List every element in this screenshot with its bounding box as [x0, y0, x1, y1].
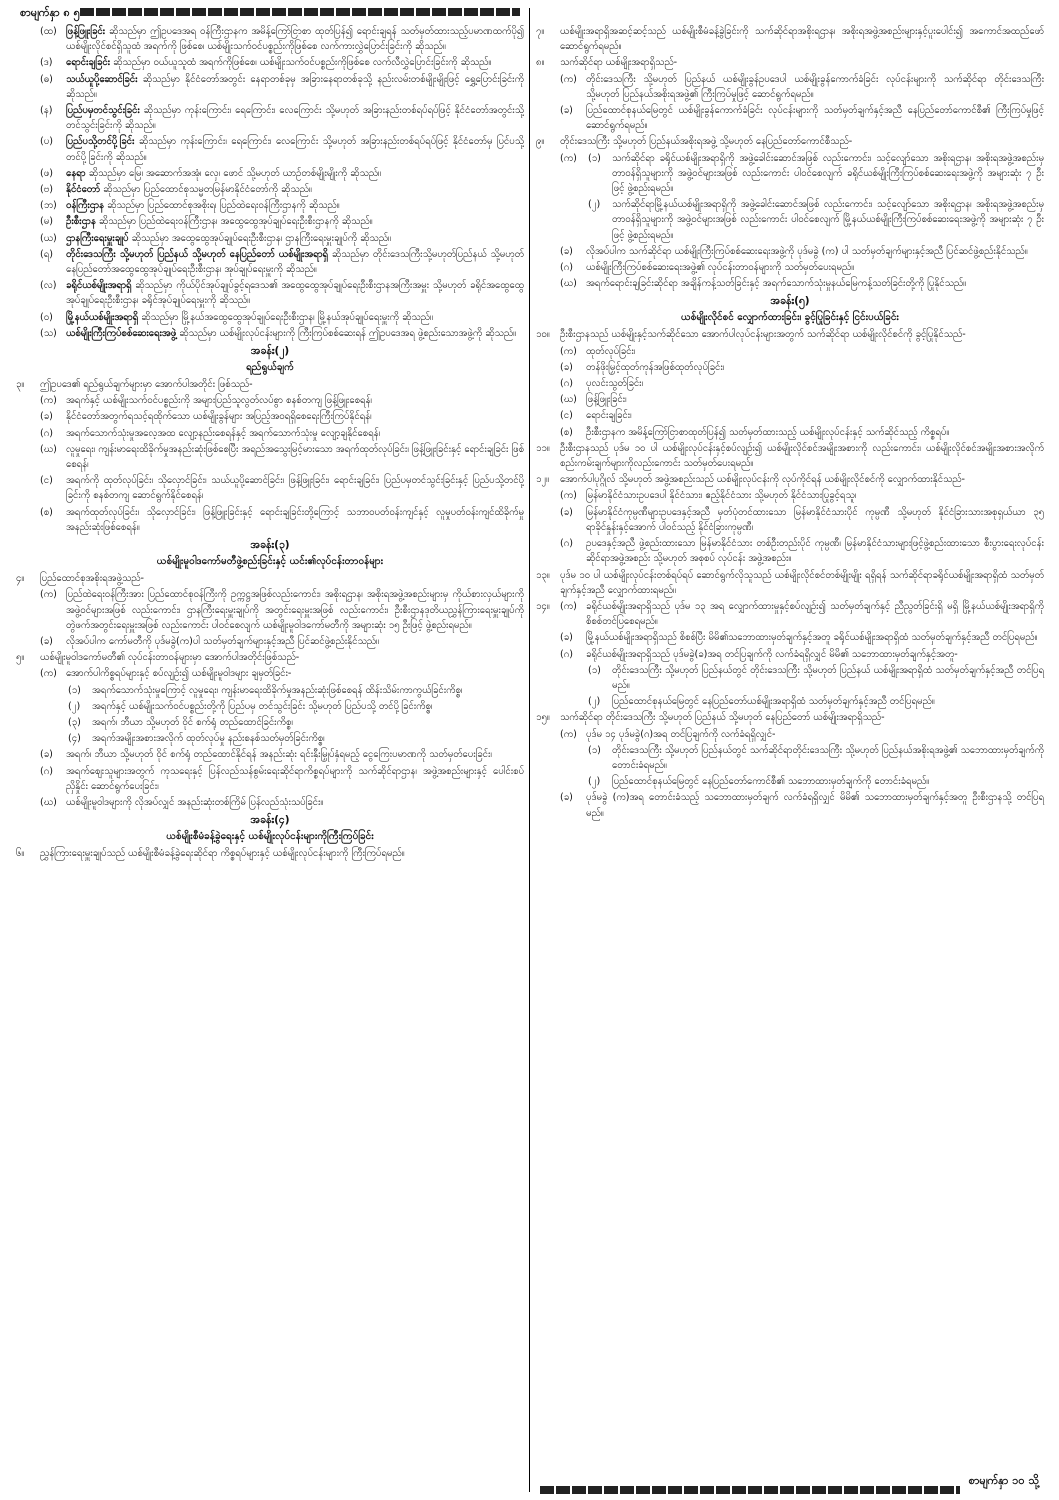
section-9-item — [536, 276, 1044, 291]
clause-number: (ခ) — [40, 749, 53, 761]
definition-item — [16, 198, 524, 213]
clause-number: (ခ) — [560, 105, 573, 117]
section-15-item — [536, 790, 1044, 820]
section-14-item — [536, 599, 1044, 629]
top-rule-left — [80, 8, 520, 16]
clause-text: နိုင်ငံတော် ဆိုသည်မှာ ပြည်ထောင်စုသမ္မတမြန်မာနိုင်ငံတော်ကို ဆိုသည်။ — [66, 184, 312, 196]
clause-number: (ခ) — [40, 411, 53, 423]
clause-text: ဖြန့်ဖြူးခြင်း၊ — [586, 394, 627, 406]
clause-number: (ခ) — [560, 792, 573, 804]
clause-number: (၄) — [68, 733, 81, 745]
clause-text: သက်ဆိုင်ရာ တိုင်းဒေသကြီး သို့မဟုတ် ပြည်နယ် သို့မဟုတ် နေပြည်တော် ယစ်မျိုးအရာရှိသည်- — [560, 712, 885, 724]
section-15 — [536, 710, 1044, 725]
clause-text: နေရာ ဆိုသည်မှာ မြေ၊ အဆောက်အအုံ၊ လှေ၊ ဖောင် သို့မဟုတ် ယာဉ်တစ်မျိုးမျိုးကို ဆိုသည်။ — [66, 167, 381, 179]
clause-number: (က) — [40, 395, 57, 407]
bottom-rule-right — [540, 1486, 960, 1494]
clause-text: ညွှန်ကြားရေးမှူးချုပ်သည် ယစ်မျိုးစီမံခန့်ခွဲရေးဆိုင်ရာ ကိစ္စရပ်များနှင့် ယစ်မျိုးလုပ်ငန်းများကို ကြီးကြပ်ရမည်။ — [40, 848, 405, 860]
clause-text: ဥပဒေနှင့်အညီ ဖွဲ့စည်းထားသော မြန်မာနိုင်ငံသား တစ်ဦးတည်းပိုင် ကုမ္ပဏီ၊ မြန်မာနိုင်ငံသားများဖြင့်ဖွဲ့စည်းထားသော စီးပွားရေးလုပ်ငန်းဆိုင်ရာအဖွဲ့အစည်း သို့မဟုတ် အစုစပ် လုပ်ငန်း အဖွဲ့အစည်း။ — [586, 538, 1044, 565]
section-12-item — [536, 536, 1044, 566]
clause-text: ပုဒ်မ ၁၀ ပါ ယစ်မျိုးလုပ်ငန်းတစ်ရပ်ရပ် ဆောင်ရွက်လိုသူသည် ယစ်မျိုးလိုင်စင်တစ်မျိုးမျိုး ရရှိရန် သက်ဆိုင်ရာခရိုင်ယစ်မျိုးအရာရှိထံ သတ်မှတ်ချက်နှင့်အညီ လျှောက်ထားရမည်။ — [560, 569, 1044, 596]
objective-item — [16, 442, 524, 472]
clause-number: (ခ) — [560, 506, 573, 518]
section-5 — [16, 650, 524, 665]
section-12 — [536, 472, 1044, 487]
defined-term: တိုင်းဒေသကြီး သို့မဟုတ် ပြည်နယ် သို့မဟုတ် နေပြည်တော် ယစ်မျိုးအရာရှိ — [66, 248, 329, 260]
section-15-subitem — [536, 774, 1044, 789]
definition-item — [16, 72, 524, 102]
definition-item — [16, 214, 524, 229]
clause-text: ယစ်မျိုးမူဝါဒကော်မတီ၏ လုပ်ငန်းတာဝန်များမှာ အောက်ပါအတိုင်းဖြစ်သည်- — [40, 652, 300, 664]
clause-number: (ဃ) — [40, 796, 57, 808]
clause-number: (က) — [40, 668, 57, 680]
clause-number: (ဃ) — [40, 443, 57, 455]
clause-text: အောက်ပါကိစ္စရပ်များနှင့် စပ်လျဉ်း၍ ယစ်မျိုးမူဝါဒများ ချမှတ်ခြင်း- — [66, 668, 292, 680]
defined-term: ဌာနကြီးရေးမှူးချုပ် — [66, 232, 129, 244]
section-5-item — [16, 747, 524, 762]
clause-text: လိုအပ်ပါက သက်ဆိုင်ရာ ယစ်မျိုးကြီးကြပ်စစ်ဆေးရေးအဖွဲ့ကို ပုဒ်မခွဲ (က) ပါ သတ်မှတ်ချက်များနှင့်အညီ ပြင်ဆင်ဖွဲ့စည်းနိုင်သည်။ — [586, 245, 1028, 257]
clause-number: ၁၄။ — [536, 600, 550, 612]
clause-text: မြို့နယ်ယစ်မျိုးအရာရှိသည် စိစစ်ပြီး မိမိ၏သဘောထားမှတ်ချက်နှင့်အတူ ခရိုင်ယစ်မျိုးအရာရှိထံ သတ်မှတ်ချက်နှင့်အညီ တင်ပြရမည်။ — [586, 632, 1038, 644]
clause-text: လိုအပ်ပါက ကော်မတီကို ပုဒ်မခွဲ(က)ပါ သတ်မှတ်ချက်များနှင့်အညီ ပြင်ဆင်ဖွဲ့စည်းနိုင်သည်။ — [66, 635, 379, 647]
clause-number: (လ) — [40, 280, 57, 292]
clause-text: ပြည်ထဲရေးဝန်ကြီးအား ပြည်ထောင်စုဝန်ကြီးကို ဥက္ကဋ္ဌအဖြစ်လည်းကောင်း၊ အစိုးရဌာန၊ အစိုးရအဖွဲ့အစည်းများမှ ကိုယ်စားလှယ်များကို အဖွဲ့ဝင်များအဖြစ် လည်းကောင်း၊ ဌာနကြီးရေးမှူးချုပ်ကို အတွင်းရေးမှူးအဖြစ် လည်းကောင်း၊ ဦးစီးဌာနဒုတိယညွှန်ကြားရေးမှူးချုပ်ကို တွဲဖက်အတွင်းရေးမှူးအဖြစ် လည်းကောင်း ပါဝင်စေလျက် ယစ်မျိုးမူဝါဒကော်မတီကို အများဆုံး ၁၅ ဦးဖြင့် ဖွဲ့စည်းရမည်။ — [66, 589, 524, 631]
section-10-item — [536, 360, 1044, 375]
section-4 — [16, 571, 524, 586]
clause-number: (ဂ) — [560, 262, 573, 274]
section-3 — [16, 377, 524, 392]
clause-text: ခရိုင်ယစ်မျိုးအရာရှိ ဆိုသည်မှာ ကိုယ်ပိုင်အုပ်ချုပ်ခွင့်ရဒေသ၏ အထွေထွေအုပ်ချုပ်ရေးဦးစီးဌာနအကြီးအမှူး သို့မဟုတ် ခရိုင်အထွေထွေအုပ်ချုပ်ရေးဦးစီးဌာန၊ ခရိုင်အုပ်ချုပ်ရေးမှူးကို ဆိုသည်။ — [66, 280, 524, 307]
clause-text: ဦးစီးဌာနသည် ယစ်မျိုးနှင့်သက်ဆိုင်သော အောက်ပါလုပ်ငန်းများအတွက် သက်ဆိုင်ရာ ယစ်မျိုးလိုင်စင်ကို ခွင့်ပြုနိုင်သည်- — [560, 329, 966, 341]
clause-number: (ဒ) — [40, 57, 53, 69]
clause-number: (ဂ) — [560, 648, 573, 660]
clause-text: ဦးစီးဌာနသည် ပုဒ်မ ၁၀ ပါ ယစ်မျိုးလုပ်ငန်းနှင့်စပ်လျဉ်း၍ ယစ်မျိုးလိုင်စင်အမျိုးအစားကို လည်းကောင်း၊ ယစ်မျိုးလိုင်စင်အမျိုးအစားအလိုက် စည်းကမ်းချက်များကိုလည်းကောင်း သတ်မှတ်ပေးရမည်။ — [560, 442, 1044, 470]
chapter-2-subtitle: ရည်ရွယ်ချက် — [246, 362, 294, 374]
clause-text: အရက်ရောင်းချခြင်းဆိုင်ရာ အချိန်ကန့်သတ်ခြင်းနှင့် အရက်သောက်သုံးမှုနယ်မြေကန့်သတ်ခြင်းတို့ကို ပြုနိုင်သည်။ — [586, 278, 967, 290]
clause-number: (ခ) — [560, 361, 573, 373]
defined-term: ခရိုင်ယစ်မျိုးအရာရှိ — [66, 280, 132, 292]
section-4-item — [16, 634, 524, 649]
clause-number: (ယ) — [40, 232, 57, 244]
clause-number: (ဗ) — [40, 184, 53, 196]
defined-term: ပြည်ပမှတင်သွင်းခြင်း — [66, 105, 140, 117]
clause-text: ရောင်းချခြင်း၊ — [586, 410, 632, 422]
clause-number: (က) — [560, 152, 577, 164]
clause-text: တိုင်းဒေသကြီး သို့မဟုတ် ပြည်နယ်တွင် သက်ဆိုင်ရာတိုင်းဒေသကြီး သို့မဟုတ် ပြည်နယ်အစိုးရအဖွဲ့၏ သဘောထားမှတ်ချက်ကို တောင်းခံရမည်။ — [612, 744, 1044, 771]
defined-term: ဦးစီးဌာန — [66, 216, 96, 228]
clause-text: ယစ်မျိုးကြီးကြပ်စစ်ဆေးရေးအဖွဲ့၏ လုပ်ငန်းတာဝန်များကို သတ်မှတ်ပေးရမည်။ — [586, 262, 855, 274]
section-10-item — [536, 376, 1044, 391]
clause-text: ယစ်မျိုးအရာရှိအဆင့်ဆင့်သည် ယစ်မျိုးစီမံခန့်ခွဲခြင်းကို သက်ဆိုင်ရာအစိုးရဌာန၊ အစိုးရအဖွဲ့အစည်းများနှင့်ပူးပေါင်း၍ အကောင်အထည်ဖော်ဆောင်ရွက်ရမည်။ — [560, 26, 1044, 53]
clause-text: ယစ်မျိုးကြီးကြပ်စစ်ဆေးရေးအဖွဲ့ ဆိုသည်မှာ ယစ်မျိုးလုပ်ငန်းများကို ကြီးကြပ်စစ်ဆေးရန် ဤဥပဒေအရ ဖွဲ့စည်းသောအဖွဲ့ကို ဆိုသည်။ — [66, 327, 517, 339]
clause-number: (က) — [40, 589, 57, 601]
clause-text: ခရိုင်ယစ်မျိုးအရာရှိသည် ပုဒ်မခွဲ(ခ)အရ တင်ပြချက်ကို လက်ခံရရှိလျှင် မိမိ၏ သဘောထားမှတ်ချက်နှင့်အတူ- — [586, 648, 958, 660]
clause-text: သက်ဆိုင်ရာ ခရိုင်ယစ်မျိုးအရာရှိကို အဖွဲ့ခေါင်းဆောင်အဖြစ် လည်းကောင်း၊ သင့်လျော်သော အစိုးရဌာန၊ အစိုးရအဖွဲ့အစည်းမှ တာဝန်ရှိသူများကို အဖွဲ့ဝင်များအဖြစ် လည်းကောင်း ပါဝင်စေလျက် ခရိုင်ယစ်မျိုးကြီးကြပ်စစ်ဆေးရေးအဖွဲ့ကို အများဆုံး ၇ ဦးဖြင့် ဖွဲ့စည်းရမည်။ — [612, 152, 1044, 195]
clause-number: ၁၂။ — [536, 474, 550, 486]
clause-number: (င) — [40, 475, 53, 487]
clause-text: လူမှုရေး၊ ကျန်းမာရေးထိခိုက်မှုအနည်းဆုံးဖြစ်စေပြီး အရည်အသွေးမြင့်မားသော အရက်ထုတ်လုပ်ခြင်း၊ ဖြန့်ဖြူးခြင်းနှင့် ရောင်းချခြင်း ဖြစ်စေရန်၊ — [66, 443, 525, 471]
clause-number: (င) — [560, 410, 573, 422]
section-5-subitem — [16, 731, 524, 746]
clause-text: ခရိုင်ယစ်မျိုးအရာရှိသည် ပုဒ်မ ၁၃ အရ လျှောက်ထားမှုနှင့်စပ်လျဉ်း၍ သတ်မှတ်ချက်နှင့် ညီညွတ်ခြင်းရှိ မရှိ မြို့နယ်ယစ်မျိုးအရာရှိကို စိစစ်တင်ပြစေရမည်။ — [586, 600, 1044, 628]
definition-item — [16, 278, 524, 308]
section-14-item — [536, 647, 1044, 662]
definition-item — [16, 166, 524, 181]
page-footer-continued: စာမျက်နှာ ၁၀ သို့ — [968, 1474, 1039, 1487]
column-divider — [529, 8, 530, 1492]
clause-text: ပြည်ထောင်စုနယ်မြေတွင် နေပြည်တော်ယစ်မျိုးအရာရှိထံ သတ်မှတ်ချက်နှင့်အညီ တင်ပြရမည်။ — [612, 696, 935, 708]
clause-text: ပုဒ်မခွဲ (က)အရ တောင်းခံသည့် သဘောထားမှတ်ချက် လက်ခံရရှိလျှင် မိမိ၏ သဘောထားမှတ်ချက်နှင့်အတူ ဦးစီးဌာနသို့ တင်ပြရမည်။ — [586, 792, 1044, 819]
clause-number: (ဂ) — [40, 765, 53, 777]
clause-text: ပုလင်းသွတ်ခြင်း၊ — [586, 378, 644, 390]
clause-text: ပုဒ်မ ၁၄ ပုဒ်မခွဲ(ဂ)အရ တင်ပြချက်ကို လက်ခံရရှိလျှင်- — [586, 728, 776, 740]
defined-term: ရောင်းချခြင်း — [66, 57, 111, 69]
section-12-item — [536, 488, 1044, 503]
clause-number: (ဂ) — [560, 378, 573, 390]
objective-item — [16, 426, 524, 441]
clause-number: ၁၁။ — [536, 442, 550, 454]
clause-text: တိုင်းဒေသကြီး သို့မဟုတ် ပြည်နယ်တွင် တိုင်းဒေသကြီး သို့မဟုတ် ပြည်နယ် ယစ်မျိုးအရာရှိထံ သတ်မှတ်ချက်နှင့်အညီ တင်ပြရမည်။ — [612, 664, 1044, 691]
section-13 — [536, 568, 1044, 598]
clause-number: (ခ) — [560, 632, 573, 644]
clause-text: တန်ဖိုးမြှင့်ထုတ်ကုန်အဖြစ်ထုတ်လုပ်ခြင်း၊ — [586, 361, 725, 373]
clause-text: အရက်အမျိုးအစားအလိုက် ထုတ်လုပ်မှု နည်းစနစ်သတ်မှတ်ခြင်းကိစ္စ၊ — [92, 733, 325, 745]
section-5-subitem — [16, 715, 524, 730]
objective-item — [16, 393, 524, 408]
clause-text: ဌာနကြီးရေးမှူးချုပ် ဆိုသည်မှာ အထွေထွေအုပ်ချုပ်ရေးဦးစီးဌာန၊ ဌာနကြီးရေးမှူးချုပ်ကို ဆိုသည်။ — [66, 232, 391, 244]
section-15-item — [536, 727, 1044, 742]
section-15-subitem — [536, 743, 1044, 773]
section-5-item — [16, 764, 524, 794]
clause-text: တိုင်းဒေသကြီး သို့မဟုတ် ပြည်နယ် ယစ်မျိုးခွန်ဥပဒေပါ ယစ်မျိုးခွန်ကောက်ခံခြင်း လုပ်ငန်းများကို သက်ဆိုင်ရာ တိုင်းဒေသကြီး သို့မဟုတ် ပြည်နယ်အစိုးရအဖွဲ့၏ ကြီးကြပ်မှုဖြင့် ဆောင်ရွက်ရမည်။ — [586, 73, 1044, 100]
definition-item — [16, 55, 524, 70]
clause-text: ဦးစီးဌာန ဆိုသည်မှာ ပြည်ထဲရေးဝန်ကြီးဌာန၊ အထွေထွေအုပ်ချုပ်ရေးဦးစီးဌာနကို ဆိုသည်။ — [66, 216, 373, 228]
clause-number: (စ) — [560, 426, 573, 438]
clause-text: အရက်၊ ဘီယာ သို့မဟုတ် ဝိုင် စက်ရုံ တည်ထောင်ခြင်းကိစ္စ၊ — [92, 716, 293, 728]
clause-number: (ဝ) — [40, 311, 53, 323]
clause-number: (မ) — [40, 216, 53, 228]
section-8-item — [536, 72, 1044, 102]
section-14-subitem — [536, 663, 1044, 693]
chapter-5-subtitle: ယစ်မျိုးလိုင်စင် လျှောက်ထားခြင်း၊ ခွင့်ပြုခြင်းနှင့် ငြင်းပယ်ခြင်း — [681, 312, 899, 324]
clause-number: (ဃ) — [560, 394, 577, 406]
objective-item — [16, 473, 524, 503]
section-4-item — [16, 587, 524, 633]
section-10-item — [536, 344, 1044, 359]
clause-number: (ဂ) — [560, 538, 573, 550]
page-header-label: စာမျက်နှာ ၈ ၅ — [20, 6, 80, 19]
clause-text: ပြည်ပမှတင်သွင်းခြင်း ဆိုသည်မှာ ကုန်းကြောင်း၊ ရေကြောင်း၊ လေကြောင်း သို့မဟုတ် အခြားနည်းတစ်ရပ်ရပ်ဖြင့် နိုင်ငံတော်အတွင်းသို့ တင်သွင်းခြင်းကို ဆိုသည်။ — [66, 105, 524, 132]
clause-text: မြန်မာနိုင်ငံသားဥပဒေပါ နိုင်ငံသား၊ ဧည့်နိုင်ငံသား သို့မဟုတ် နိုင်ငံသားပြုခွင့်ရသူ၊ — [586, 490, 857, 502]
clause-text: တိုင်းဒေသကြီး သို့မဟုတ် ပြည်နယ် သို့မဟုတ် နေပြည်တော် ယစ်မျိုးအရာရှိ ဆိုသည်မှာ တိုင်းဒေသကြီးသို့မဟုတ်ပြည်နယ် သို့မဟုတ် နေပြည်တော်အထွေထွေအုပ်ချုပ်ရေးဦးစီးဌာန၊ အုပ်ချုပ်ရေးမှူးကို ဆိုသည်။ — [66, 248, 524, 276]
defined-term: ဝန်ကြီးဌာန — [66, 200, 105, 212]
section-10 — [536, 327, 1044, 342]
clause-text: နိုင်ငံတော်အတွက်ရသင့်ရထိုက်သော ယစ်မျိုးခွန်များ အပြည့်အဝရရှိစေရေးကြီးကြပ်နိုင်ရန်၊ — [66, 411, 372, 423]
section-12-item — [536, 505, 1044, 535]
clause-number: (ထ) — [40, 26, 57, 37]
clause-number: (န) — [40, 105, 53, 117]
clause-text: အရက်ကို ထုတ်လုပ်ခြင်း၊ သိုလှောင်ခြင်း၊ သယ်ယူပို့ဆောင်ခြင်း၊ ဖြန့်ဖြူးခြင်း၊ ရောင်းချခြင်း၊ ပြည်ပမှတင်သွင်းခြင်းနှင့် ပြည်ပသို့တင်ပို့ခြင်းကို စနစ်တကျ ဆောင်ရွက်နိုင်စေရန်၊ — [66, 475, 524, 502]
definition-item — [16, 326, 524, 341]
clause-number: (ဖ) — [40, 167, 53, 179]
clause-number: (ဂ) — [40, 427, 53, 439]
clause-number: (၂) — [68, 700, 81, 712]
clause-text: ပြည်ထောင်စုနယ်မြေတွင် နေပြည်တော်ကောင်စီ၏ သဘောထားမှတ်ချက်ကို တောင်းခံရမည်။ — [612, 776, 930, 788]
defined-term: သယ်ယူပို့ဆောင်ခြင်း — [66, 73, 138, 85]
clause-text: သယ်ယူပို့ဆောင်ခြင်း ဆိုသည်မှာ နိုင်ငံတော်အတွင်း နေရာတစ်ခုမှ အခြားနေရာတစ်ခုသို့ နည်းလမ်းတစ်မျိုးမျိုးဖြင့် ရွှေ့ပြောင်းခြင်းကို ဆိုသည်။ — [66, 73, 524, 100]
clause-text: တိုင်းဒေသကြီး သို့မဟုတ် ပြည်နယ်အစိုးရအဖွဲ့ သို့မဟုတ် နေပြည်တော်ကောင်စီသည်- — [560, 136, 853, 148]
clause-number: (ဓ) — [40, 73, 53, 85]
clause-number: (ခ) — [40, 635, 53, 647]
clause-number: (၁) — [588, 664, 601, 676]
clause-number: (က) — [560, 728, 577, 740]
objective-item — [16, 505, 524, 535]
clause-number: (၁) — [588, 744, 601, 756]
defined-term: မြို့နယ်ယစ်မျိုးအရာရှိ — [66, 311, 139, 323]
section-5-subitem — [16, 699, 524, 714]
clause-number: ၁၀။ — [536, 329, 550, 341]
clause-number: (သ) — [40, 327, 57, 339]
clause-number: (၁) — [68, 684, 81, 696]
section-11 — [536, 441, 1044, 471]
objective-item — [16, 409, 524, 424]
section-10-item — [536, 392, 1044, 407]
clause-number: (စ) — [40, 506, 53, 518]
clause-number: (ပ) — [40, 136, 53, 148]
clause-text: အရက်၊ ဘီယာ သို့မဟုတ် ဝိုင် စက်ရုံ တည်ထောင်နိုင်ရန် အနည်းဆုံး ရင်းနှီးမြှုပ်နှံရမည့် ငွေကြေးပမာဏကို သတ်မှတ်ပေးခြင်း၊ — [66, 749, 492, 761]
clause-number: ၉။ — [536, 136, 545, 148]
clause-text: အရက်ဈေးသူများအတွက် ကုသရေးနှင့် ပြန်လည်သန်စွမ်းရေးဆိုင်ရာကိစ္စရပ်များကို သက်ဆိုင်ရာဌာန၊ အဖွဲ့အစည်းများနှင့် ပေါင်းစပ်ညှိနှိုင်း ဆောင်ရွက်ပေးခြင်း၊ — [66, 765, 524, 792]
section-9-subitem — [536, 151, 1044, 197]
chapter-4-title: အခန်း(၄) — [250, 814, 290, 827]
section-9-subitem — [536, 197, 1044, 243]
definition-item — [16, 247, 524, 277]
definition-item — [16, 134, 524, 164]
clause-number: ၁၅။ — [536, 712, 550, 724]
chapter-3-title: အခန်း(၃) — [250, 539, 290, 552]
section-5-subitem — [16, 683, 524, 698]
chapter-3-subtitle: ယစ်မျိုးမူဝါဒကော်မတီဖွဲ့စည်းခြင်းနှင့် ယင်း၏လုပ်ငန်းတာဝန်များ — [156, 556, 384, 568]
chapter-4-subtitle: ယစ်မျိုးစီမံခန့်ခွဲရေးနှင့် ယစ်မျိုးလုပ်ငန်းများကိုကြီးကြပ်ခြင်း — [166, 831, 374, 843]
definition-item — [16, 231, 524, 246]
section-8 — [536, 55, 1044, 70]
clause-number: ၃။ — [16, 379, 25, 391]
clause-number: (က) — [560, 345, 577, 357]
clause-number: (ခ) — [560, 245, 573, 257]
clause-number: ၆။ — [16, 848, 25, 860]
clause-text: အရက်နှင့် ယစ်မျိုးသက်ဝင်ပစ္စည်းကို အများပြည်သူလွတ်လပ်စွာ စနစ်တကျ ဖြန့်ဖြူးစေရန်၊ — [66, 395, 372, 407]
clause-number: (ဘ) — [40, 200, 57, 212]
clause-number: ၄။ — [16, 573, 25, 585]
clause-number: (ဃ) — [560, 278, 577, 290]
chapter-2-title: အခန်း(၂) — [250, 345, 290, 358]
clause-number: (၂) — [588, 199, 601, 211]
clause-number: (က) — [560, 490, 577, 502]
chapter-5-title: အခန်း(၅) — [770, 295, 810, 308]
clause-text: ပြည်ထောင်စုနယ်မြေတွင် ယစ်မျိုးခွန်ကောက်ခံခြင်း လုပ်ငန်းများကို သတ်မှတ်ချက်နှင့်အညီ နေပြည်တော်ကောင်စီ၏ ကြီးကြပ်မှုဖြင့် ဆောင်ရွက်ရမည်။ — [586, 105, 1044, 132]
section-9-item — [536, 244, 1044, 259]
clause-text: အရက်နှင့် ယစ်မျိုးသက်ဝင်ပစ္စည်းတို့ကို ပြည်ပမှ တင်သွင်းခြင်း သို့မဟုတ် ပြည်ပသို့ တင်ပို့ခြင်းကိစ္စ၊ — [92, 700, 433, 712]
section-10-item — [536, 408, 1044, 423]
clause-text: သက်ဆိုင်ရာ ယစ်မျိုးအရာရှိသည်- — [560, 57, 678, 69]
section-14-subitem — [536, 694, 1044, 709]
clause-number: ၇။ — [536, 26, 545, 37]
section-8-item — [536, 103, 1044, 133]
clause-text: အရက်ထုတ်လုပ်ခြင်း၊ သိုလှောင်ခြင်း၊ ဖြန့်ဖြူးခြင်းနှင့် ရောင်းချခြင်းတို့ကြောင့် သဘာဝပတ်ဝန်းကျင်နှင့် လူမှုပတ်ဝန်းကျင်ထိခိုက်မှု အနည်းဆုံးဖြစ်စေရန်။ — [66, 506, 524, 533]
clause-number: ၅။ — [16, 652, 25, 664]
definition-item — [16, 310, 524, 325]
clause-text: အရက်သောက်သုံးမှုကြောင့် လူမှုရေး၊ ကျန်းမာရေးထိခိုက်မှုအနည်းဆုံးဖြစ်စေရန် ထိန်းသိမ်းကာကွယ်ခြင်းကိစ္စ၊ — [92, 684, 463, 696]
section-6 — [16, 846, 524, 861]
clause-text: ဤဥပဒေ၏ ရည်ရွယ်ချက်များမှာ အောက်ပါအတိုင်း ဖြစ်သည်- — [40, 379, 253, 391]
section-7 — [536, 24, 1044, 54]
section-14-item — [536, 630, 1044, 645]
definition-item — [16, 182, 524, 197]
clause-number: ၈။ — [536, 57, 545, 69]
defined-term: နေရာ — [66, 167, 86, 179]
clause-text: ဖြန့်ဖြူးခြင်း ဆိုသည်မှာ ဤဥပဒေအရ ဝန်ကြီးဌာနက အမိန့်ကြော်ငြာစာ ထုတ်ပြန်၍ ရောင်းချရန် သတ်မှတ်ထားသည့်ပမာဏထက်ပို၍ ယစ်မျိုးလိုင်စင်ရှိသူထံ အရက်ကို ဖြစ်စေ၊ ယစ်မျိုးသက်ဝင်ပစ္စည်းကိုဖြစ်စေ လက်ကားလွှဲပြောင်းခြင်းကို ဆိုသည်။ — [66, 26, 524, 53]
defined-term: ပြည်ပသို့တင်ပို့ခြင်း — [66, 136, 135, 148]
defined-term: ယစ်မျိုးကြီးကြပ်စစ်ဆေးရေးအဖွဲ့ — [66, 327, 177, 339]
clause-text: ယစ်မျိုးမူဝါဒများကို လိုအပ်လျှင် အနည်းဆုံးတစ်ကြိမ် ပြန်လည်သုံးသပ်ခြင်း။ — [66, 796, 324, 808]
clause-text: ဦးစီးဌာနက အမိန့်ကြော်ငြာစာထုတ်ပြန်၍ သတ်မှတ်ထားသည့် ယစ်မျိုးလုပ်ငန်းနှင့် သက်ဆိုင်သည့် ကိစ္စရပ်။ — [586, 426, 950, 438]
clause-text: ပြည်ထောင်စုအစိုးရအဖွဲ့သည်- — [40, 573, 144, 585]
defined-term: ဖြန့်ဖြူးခြင်း — [66, 26, 106, 37]
section-5-item — [16, 795, 524, 810]
clause-number: (က) — [560, 600, 577, 612]
clause-number: (၂) — [588, 696, 601, 708]
defined-term: နိုင်ငံတော် — [66, 184, 101, 196]
clause-number: (၁) — [588, 152, 601, 164]
clause-text: ရောင်းချခြင်း ဆိုသည်မှာ ဝယ်ယူသူထံ အရက်ကိုဖြစ်စေ၊ ယစ်မျိုးသက်ဝင်ပစ္စည်းကိုဖြစ်စေ လက်လီလွှဲပြောင်းခြင်းကို ဆိုသည်။ — [66, 57, 492, 69]
clause-number: (ရ) — [40, 248, 53, 260]
clause-number: (၃) — [68, 716, 81, 728]
clause-text: အောက်ပါပုဂ္ဂိုလ် သို့မဟုတ် အဖွဲ့အစည်းသည် ယစ်မျိုးလုပ်ငန်းကို လုပ်ကိုင်ရန် ယစ်မျိုးလိုင်စင်ကို လျှောက်ထားနိုင်သည်- — [560, 474, 966, 486]
clause-text: အရက်သောက်သုံးမှုအလေ့အထ လျော့နည်းစေရန်နှင့် အရက်သောက်သုံးမှု လျော့ချနိုင်စေရန်၊ — [66, 427, 381, 439]
clause-text: ထုတ်လုပ်ခြင်း၊ — [586, 345, 636, 357]
definition-item — [16, 24, 524, 54]
clause-text: မြန်မာနိုင်ငံကုမ္ပဏီများဥပဒေနှင့်အညီ မှတ်ပုံတင်ထားသော မြန်မာနိုင်ငံသားပိုင် ကုမ္ပဏီ သို့မဟုတ် နိုင်ငံခြားသားအစုရှယ်ယာ ၃၅ ရာခိုင်နှုန်းနှင့်အောက် ပါဝင်သည့် နိုင်ငံခြားကုမ္ပဏီ၊ — [586, 506, 1044, 533]
clause-text: မြို့နယ်ယစ်မျိုးအရာရှိ ဆိုသည်မှာ မြို့နယ်အထွေထွေအုပ်ချုပ်ရေးဦးစီးဌာန၊ မြို့နယ်အုပ်ချုပ်ရေးမှူးကို ဆိုသည်။ — [66, 311, 433, 323]
section-10-item — [536, 425, 1044, 440]
clause-number: (က) — [560, 73, 577, 85]
section-9 — [536, 134, 1044, 149]
clause-text: သက်ဆိုင်ရာမြို့နယ်ယစ်မျိုးအရာရှိကို အဖွဲ့ခေါင်းဆောင်အဖြစ် လည်းကောင်း၊ သင့်လျော်သော အစိုးရဌာန၊ အစိုးရအဖွဲ့အစည်းမှ တာဝန်ရှိသူများကို အဖွဲ့ဝင်များအဖြစ် လည်းကောင်း ပါဝင်စေလျက် မြို့နယ်ယစ်မျိုးကြီးကြပ်စစ်ဆေးရေးအဖွဲ့ကို အများဆုံး ၇ ဦးဖြင့် ဖွဲ့စည်းရမည်။ — [612, 199, 1044, 241]
left-column — [16, 24, 524, 862]
section-9-item — [536, 260, 1044, 275]
clause-number: ၁၃။ — [536, 569, 550, 581]
definition-item — [16, 103, 524, 133]
clause-number: (၂) — [588, 776, 601, 788]
right-column — [536, 24, 1044, 822]
clause-text: ပြည်ပသို့တင်ပို့ခြင်း ဆိုသည်မှာ ကုန်းကြောင်း၊ ရေကြောင်း၊ လေကြောင်း သို့မဟုတ် အခြားနည်းတစ်ရပ်ရပ်ဖြင့် နိုင်ငံတော်မှ ပြင်ပသို့ တင်ပို့ခြင်းကို ဆိုသည်။ — [66, 136, 524, 163]
section-5-item — [16, 666, 524, 681]
clause-text: ဝန်ကြီးဌာန ဆိုသည်မှာ ပြည်ထောင်စုအစိုးရ၊ ပြည်ထဲရေးဝန်ကြီးဌာနကို ဆိုသည်။ — [66, 200, 340, 212]
